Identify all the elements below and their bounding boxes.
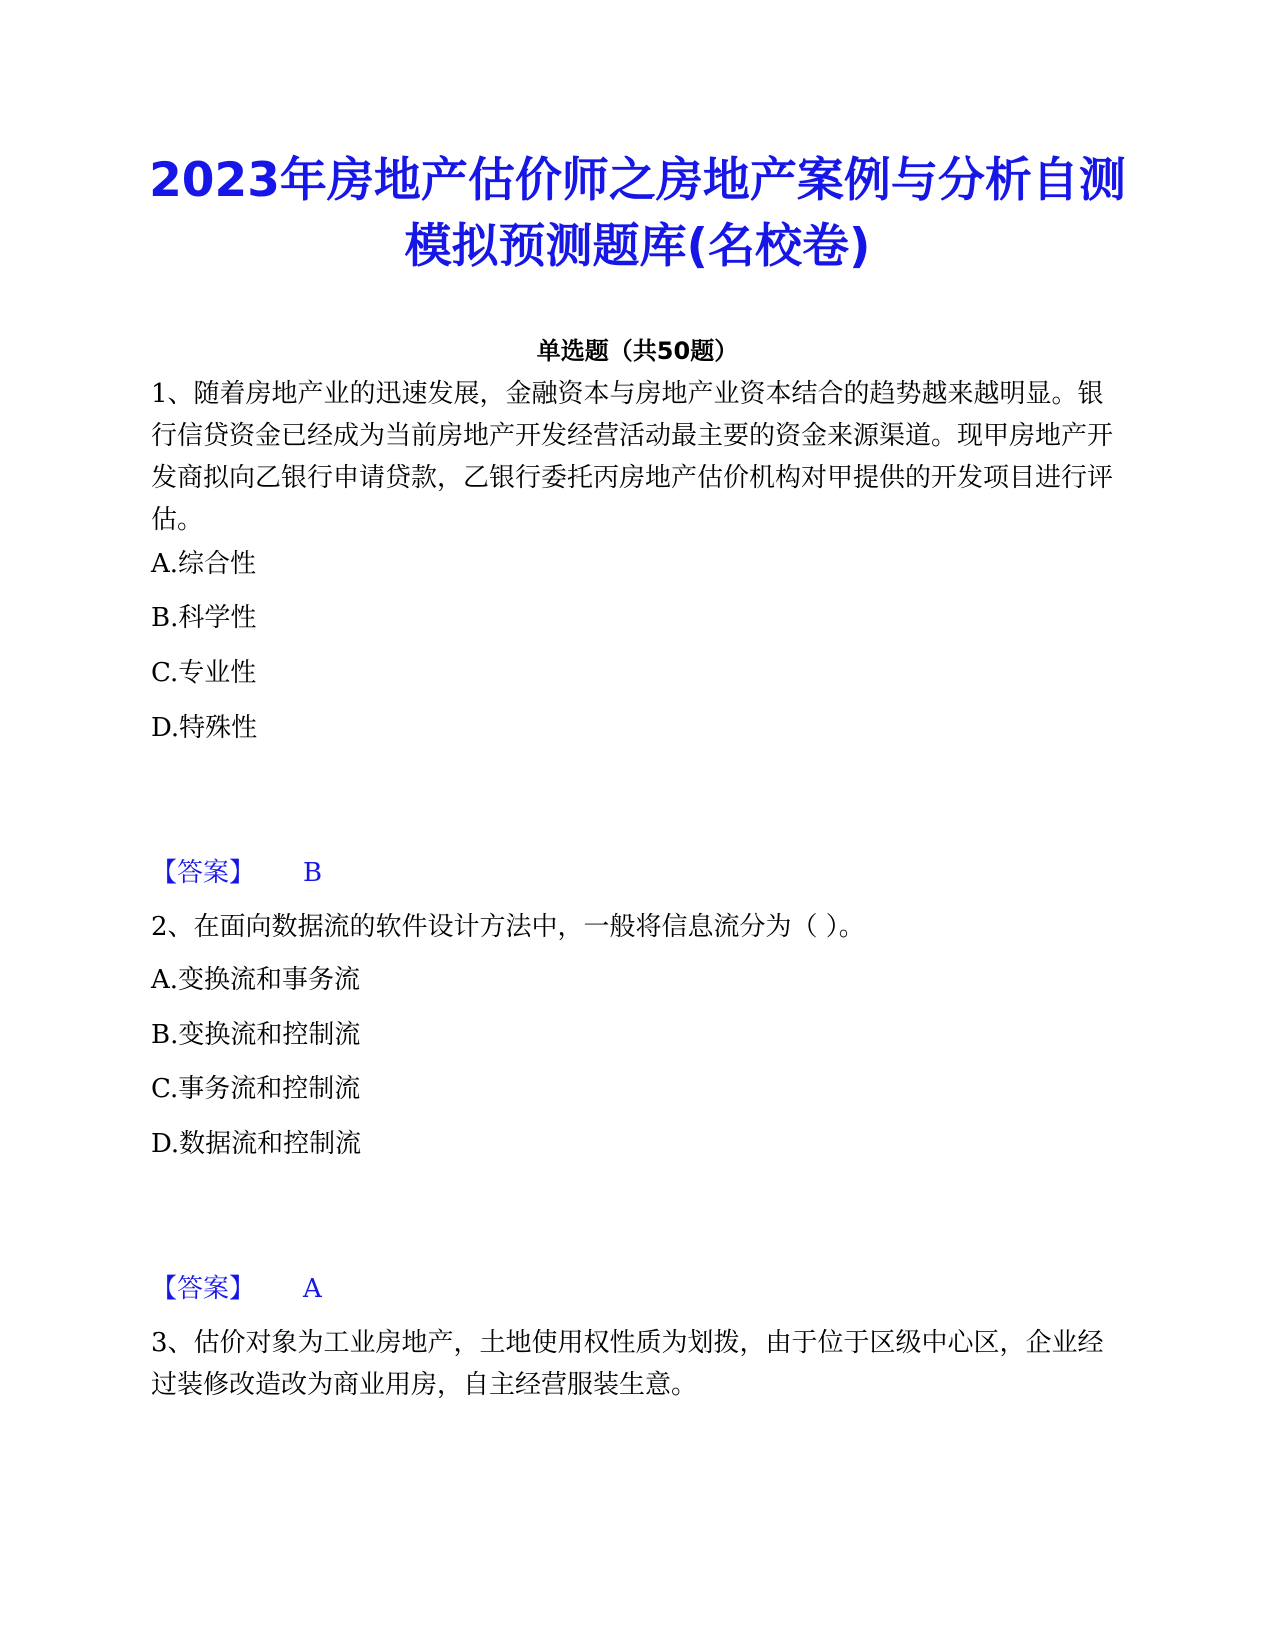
answer-label: 【答案】: [151, 858, 256, 888]
question-2-text: 2、在面向数据流的软件设计方法中，一般将信息流分为（ ）。: [151, 912, 865, 942]
question-2-option-c: C.事务流和控制流: [151, 1074, 361, 1104]
question-2-answer: [151, 1271, 322, 1307]
section-heading: 单选题（共50题）: [536, 337, 739, 365]
answer-value: A: [303, 1274, 322, 1304]
question-1-option-c: C.专业性: [151, 658, 257, 688]
answer-value: B: [303, 858, 323, 888]
question-1-option-d: D.特殊性: [151, 713, 258, 743]
question-1-option-a: A.综合性: [151, 549, 257, 579]
answer-label: 【答案】: [151, 1274, 256, 1304]
question-2-option-b: B.变换流和控制流: [151, 1020, 361, 1050]
question-2-option-d: D.数据流和控制流: [151, 1129, 362, 1159]
question-1-option-b: B.科学性: [151, 603, 257, 633]
question-1-answer: [151, 855, 322, 891]
question-1-text: 1、随着房地产业的迅速发展，金融资本与房地产业资本结合的趋势越来越明显。银行信贷资金已经成为当前房地产开发经营活动最主要的资金来源渠道。现甲房地产开发商拟向乙银行申请贷款，乙银行委托丙房地产估价机构对甲提供的开发项目进行评估。: [151, 379, 1114, 535]
question-2-option-a: A.变换流和事务流: [151, 965, 361, 995]
question-3-text: 3、估价对象为工业房地产，土地使用权性质为划拨，由于位于区级中心区，企业经过装修改造改为商业用房，自主经营服装生意。: [151, 1328, 1104, 1400]
document-title: 2023年房地产估价师之房地产案例与分析自测模拟预测题库(名校卷): [149, 153, 1126, 274]
